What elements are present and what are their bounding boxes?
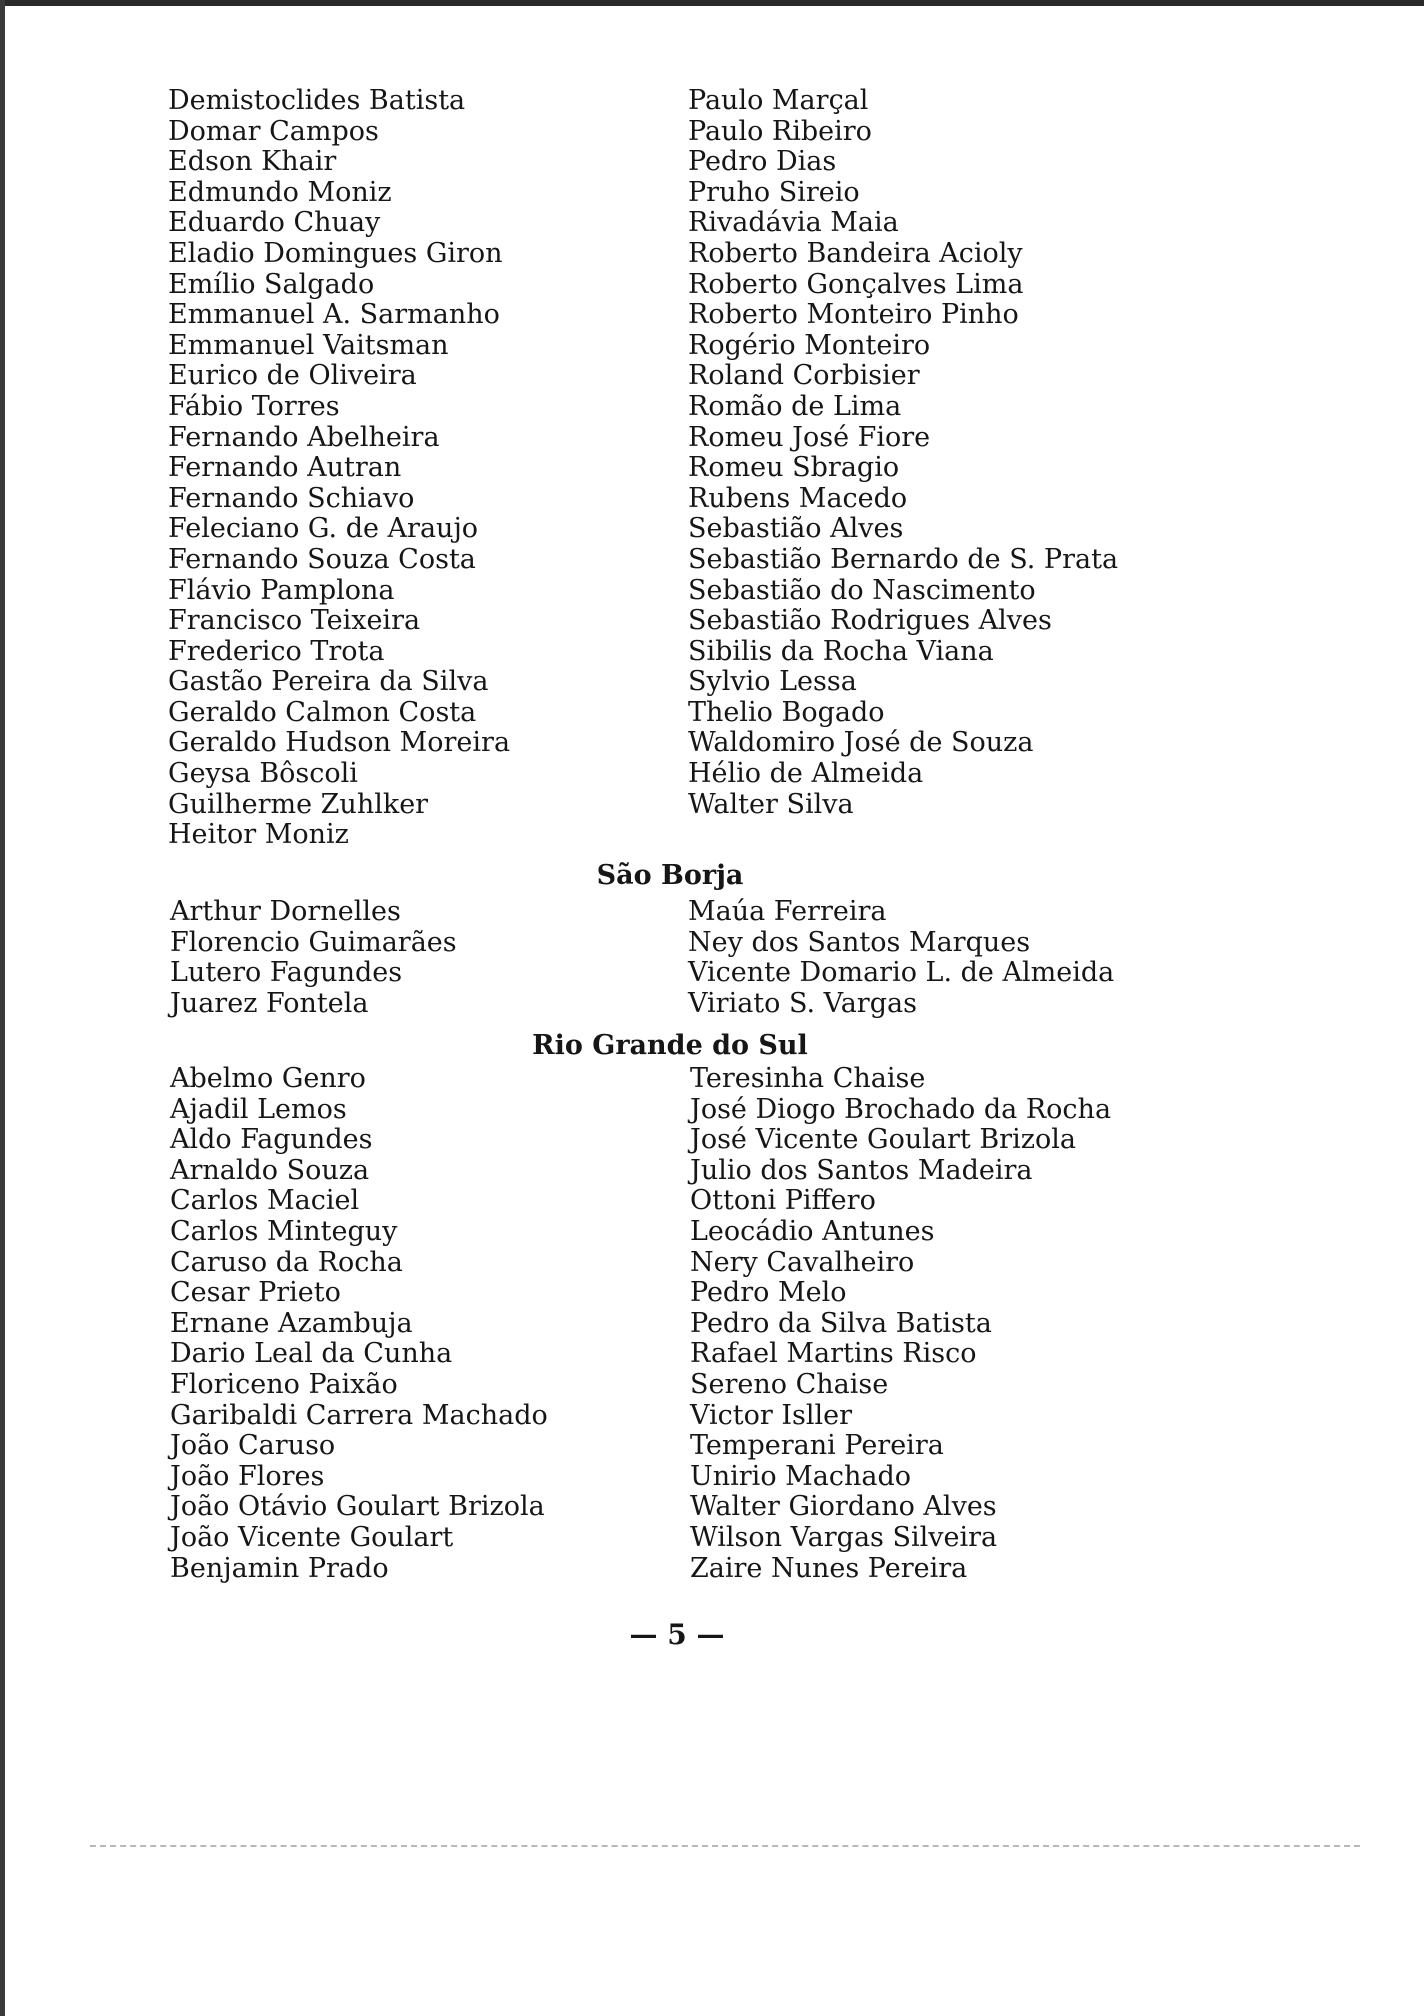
name-entry: Pruho Sireio xyxy=(688,176,860,208)
name-entry: Ernane Azambuja xyxy=(170,1307,413,1339)
name-entry: Benjamin Prado xyxy=(170,1552,389,1584)
name-entry: Zaire Nunes Pereira xyxy=(690,1552,968,1584)
name-entry: Hélio de Almeida xyxy=(688,758,924,790)
name-entry: Dario Leal da Cunha xyxy=(170,1338,453,1370)
name-entry: Wilson Vargas Silveira xyxy=(690,1521,998,1553)
name-entry: Nery Cavalheiro xyxy=(690,1246,915,1278)
name-entry: Fernando Souza Costa xyxy=(168,543,476,575)
name-entry: Sebastião do Nascimento xyxy=(688,574,1036,606)
name-entry: Garibaldi Carrera Machado xyxy=(170,1399,548,1431)
footer-rule xyxy=(90,1845,1360,1847)
name-entry: Lutero Fagundes xyxy=(170,957,403,989)
name-entry: Ney dos Santos Marques xyxy=(688,926,1031,958)
name-entry: Roberto Gonçalves Lima xyxy=(688,268,1024,300)
name-entry: Pedro Dias xyxy=(688,146,837,178)
name-entry: Emmanuel Vaitsman xyxy=(168,329,449,361)
name-entry: Pedro da Silva Batista xyxy=(690,1307,992,1339)
name-entry: Walter Giordano Alves xyxy=(690,1491,997,1523)
sao-borja-column-left xyxy=(170,897,457,1019)
rio-grande-column-right xyxy=(690,1064,1111,1584)
sao-borja-column-right xyxy=(688,897,1114,1019)
name-entry: Victor Isller xyxy=(690,1399,853,1431)
name-entry: José Diogo Brochado da Rocha xyxy=(690,1093,1112,1125)
name-entry: Fernando Abelheira xyxy=(168,421,440,453)
name-entry: Aldo Fagundes xyxy=(170,1124,373,1156)
name-entry: Demistoclides Batista xyxy=(168,85,466,116)
name-entry: Eladio Domingues Giron xyxy=(168,237,503,269)
name-entry: Pedro Melo xyxy=(690,1277,847,1309)
name-entry: Edson Khair xyxy=(168,146,337,178)
name-entry: Francisco Teixeira xyxy=(168,605,421,637)
name-entry: Temperani Pereira xyxy=(690,1430,944,1462)
name-entry: Thelio Bogado xyxy=(688,696,885,728)
name-entry: Abelmo Genro xyxy=(170,1063,366,1094)
name-entry: Roberto Monteiro Pinho xyxy=(688,299,1019,331)
name-entry: Roland Corbisier xyxy=(688,360,920,392)
section-heading-rio-grande-do-sul: Rio Grande do Sul xyxy=(532,1030,808,1061)
name-entry: Guilherme Zuhlker xyxy=(168,788,429,820)
name-entry: Rivadávia Maia xyxy=(688,207,899,239)
name-entry: Unirio Machado xyxy=(690,1460,912,1492)
name-entry: Roberto Bandeira Acioly xyxy=(688,237,1023,269)
name-entry: Geysa Bôscoli xyxy=(168,758,358,790)
name-entry: Sibilis da Rocha Viana xyxy=(688,635,994,667)
name-entry: Domar Campos xyxy=(168,115,379,147)
name-entry: João Flores xyxy=(170,1460,325,1492)
name-entry: Ottoni Piffero xyxy=(690,1185,876,1217)
name-entry: Teresinha Chaise xyxy=(690,1063,926,1094)
name-entry: Rogério Monteiro xyxy=(688,329,931,361)
name-entry: Julio dos Santos Madeira xyxy=(690,1154,1033,1186)
name-entry: Romeu Sbragio xyxy=(688,452,900,484)
name-entry: Heitor Moniz xyxy=(168,819,349,851)
name-entry: Flávio Pamplona xyxy=(168,574,395,606)
name-entry: Maúa Ferreira xyxy=(688,896,887,927)
name-entry: Cesar Prieto xyxy=(170,1277,341,1309)
name-entry: Waldomiro José de Souza xyxy=(688,727,1034,759)
name-entry: Geraldo Calmon Costa xyxy=(168,696,477,728)
name-entry: Paulo Ribeiro xyxy=(688,115,872,147)
name-entry: Rafael Martins Risco xyxy=(690,1338,977,1370)
name-entry: João Caruso xyxy=(170,1430,336,1462)
name-entry: Juarez Fontela xyxy=(170,987,369,1019)
names-column-left xyxy=(168,86,510,851)
page-border-top xyxy=(0,0,1424,6)
name-entry: Rubens Macedo xyxy=(688,482,908,514)
name-entry: Walter Silva xyxy=(688,788,854,820)
name-entry: Feleciano G. de Araujo xyxy=(168,513,479,545)
page-number: — 5 — xyxy=(629,1618,725,1651)
name-entry: Eduardo Chuay xyxy=(168,207,381,239)
name-entry: Romeu José Fiore xyxy=(688,421,931,453)
name-entry: Eurico de Oliveira xyxy=(168,360,417,392)
name-entry: Sereno Chaise xyxy=(690,1368,889,1400)
name-entry: Sebastião Alves xyxy=(688,513,904,545)
name-entry: Paulo Marçal xyxy=(688,85,869,116)
name-entry: Carlos Maciel xyxy=(170,1185,360,1217)
name-entry: Frederico Trota xyxy=(168,635,385,667)
name-entry: Sylvio Lessa xyxy=(688,666,857,698)
name-entry: Leocádio Antunes xyxy=(690,1215,935,1247)
page-border-left xyxy=(0,0,5,2016)
name-entry: Arthur Dornelles xyxy=(170,896,401,927)
name-entry: Fernando Autran xyxy=(168,452,402,484)
names-column-right xyxy=(688,86,1118,820)
name-entry: Caruso da Rocha xyxy=(170,1246,403,1278)
name-entry: Gastão Pereira da Silva xyxy=(168,666,489,698)
name-entry: Ajadil Lemos xyxy=(170,1093,347,1125)
name-entry: Emmanuel A. Sarmanho xyxy=(168,299,500,331)
name-entry: Carlos Minteguy xyxy=(170,1215,398,1247)
name-entry: Viriato S. Vargas xyxy=(688,987,917,1019)
name-entry: João Vicente Goulart xyxy=(170,1521,454,1553)
name-entry: Fábio Torres xyxy=(168,390,340,422)
name-entry: Fernando Schiavo xyxy=(168,482,415,514)
rio-grande-column-left xyxy=(170,1064,548,1584)
name-entry: João Otávio Goulart Brizola xyxy=(170,1491,545,1523)
name-entry: Arnaldo Souza xyxy=(170,1154,370,1186)
name-entry: Geraldo Hudson Moreira xyxy=(168,727,511,759)
name-entry: Emílio Salgado xyxy=(168,268,375,300)
section-heading-sao-borja: São Borja xyxy=(596,860,744,891)
name-entry: Sebastião Bernardo de S. Prata xyxy=(688,543,1119,575)
name-entry: Floriceno Paixão xyxy=(170,1368,398,1400)
name-entry: Edmundo Moniz xyxy=(168,176,392,208)
name-entry: Sebastião Rodrigues Alves xyxy=(688,605,1052,637)
name-entry: Romão de Lima xyxy=(688,390,902,422)
name-entry: Florencio Guimarães xyxy=(170,926,457,958)
name-entry: José Vicente Goulart Brizola xyxy=(690,1124,1076,1156)
name-entry: Vicente Domario L. de Almeida xyxy=(688,957,1115,989)
